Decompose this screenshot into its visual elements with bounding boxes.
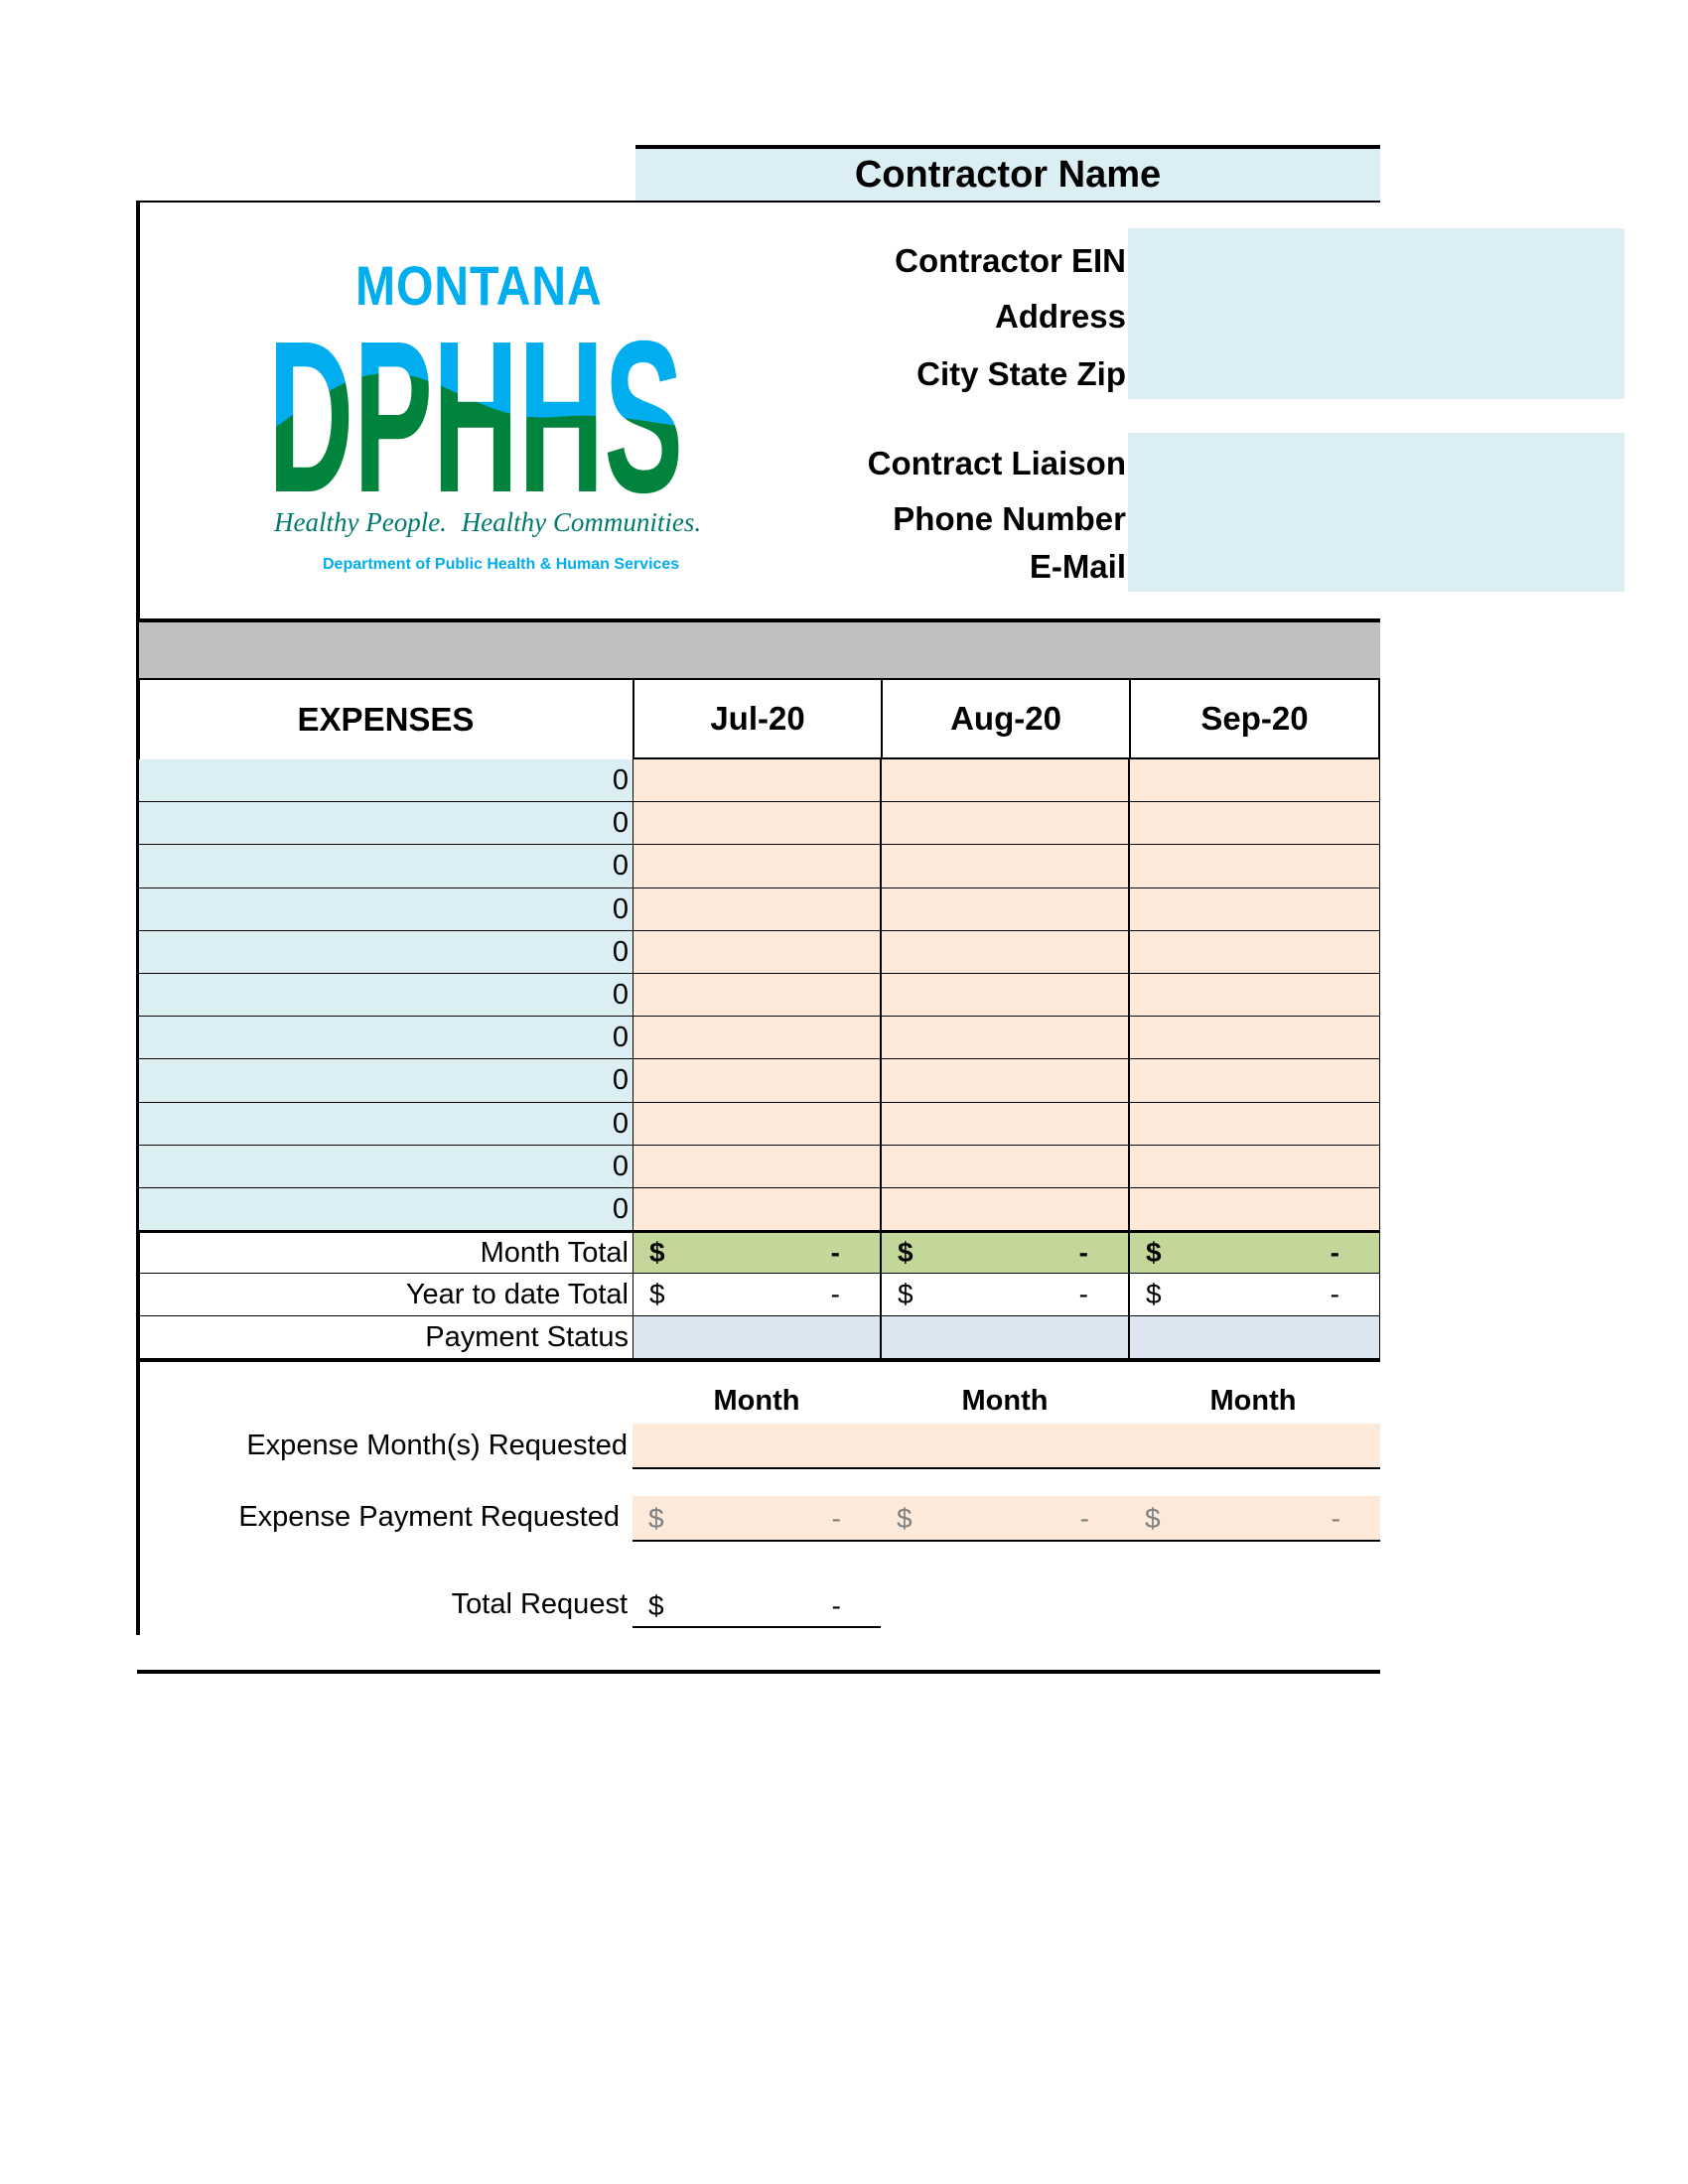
expense-category-cell[interactable] (139, 931, 633, 974)
payment-value: - (1079, 1503, 1089, 1534)
expense-category-value: 0 (612, 1021, 629, 1053)
month-label-jul: Jul-20 (710, 700, 805, 737)
expense-amount-jul[interactable] (633, 1103, 881, 1146)
ytd-total-aug (881, 1274, 1129, 1316)
month-label-sep: Sep-20 (1200, 700, 1309, 737)
expense-category-value: 0 (612, 1150, 629, 1182)
month-total-jul (633, 1231, 881, 1274)
month-header-jul (633, 678, 881, 759)
month-header-sep (1129, 678, 1380, 759)
contractor-address-field[interactable] (1128, 228, 1624, 399)
label-phone-number: Phone Number (893, 500, 1126, 537)
expense-category-value: 0 (612, 1107, 629, 1140)
currency-sign: $ (649, 1237, 665, 1268)
expense-amount-sep[interactable] (1129, 1188, 1380, 1231)
request-month-header-3: Month (1209, 1385, 1297, 1417)
expense-category-value: 0 (612, 850, 629, 882)
expense-amount-sep[interactable] (1129, 1146, 1380, 1188)
section-divider-band (139, 622, 1380, 678)
label-city-state-zip: City State Zip (916, 355, 1126, 392)
month-total-value: - (1078, 1237, 1088, 1268)
expense-category-cell[interactable] (139, 845, 633, 888)
expense-category-cell[interactable] (139, 1146, 633, 1188)
label-contract-liaison: Contract Liaison (867, 445, 1126, 481)
payment-status-sep[interactable] (1129, 1316, 1380, 1359)
currency-sign: $ (649, 1279, 665, 1309)
expenses-header-cell (139, 678, 633, 759)
expense-category-cell[interactable] (139, 802, 633, 845)
expense-category-value: 0 (612, 1064, 629, 1096)
expense-amount-jul[interactable] (633, 1017, 881, 1059)
payment-status-jul[interactable] (633, 1316, 881, 1359)
month-total-sep (1129, 1231, 1380, 1274)
expense-amount-jul[interactable] (633, 1146, 881, 1188)
expense-amount-aug[interactable] (881, 931, 1129, 974)
currency-sign: $ (1145, 1503, 1161, 1534)
expense-payment-jul[interactable] (633, 1496, 881, 1542)
expense-category-cell[interactable] (139, 1059, 633, 1103)
payment-value: - (1331, 1503, 1340, 1534)
contractor-name-title: Contractor Name (854, 153, 1162, 196)
expense-category-cell[interactable] (139, 1188, 633, 1231)
ytd-total-label-cell (139, 1274, 633, 1316)
payment-status-label-cell (139, 1316, 633, 1359)
expense-category-cell[interactable] (139, 759, 633, 802)
currency-sign: $ (648, 1590, 664, 1621)
label-address: Address (994, 298, 1126, 335)
expense-category-value: 0 (612, 892, 629, 925)
total-request-value (633, 1586, 881, 1628)
logo-department-text: Department of Public Health & Human Services (323, 556, 680, 573)
expense-amount-aug[interactable] (881, 888, 1129, 931)
label-contractor-ein: Contractor EIN (895, 242, 1126, 279)
liaison-contact-field[interactable] (1128, 433, 1624, 592)
month-total-value: - (1330, 1237, 1339, 1268)
expense-category-value: 0 (612, 1192, 629, 1225)
expense-payment-sep[interactable] (1129, 1496, 1380, 1542)
month-label-aug: Aug-20 (950, 700, 1061, 737)
expenses-header: EXPENSES (297, 701, 475, 738)
expense-category-cell[interactable] (139, 1017, 633, 1059)
ytd-total-value: - (830, 1279, 840, 1309)
expense-category-value: 0 (612, 935, 629, 968)
logo-tagline-1: Healthy People. (274, 507, 447, 537)
expense-amount-aug[interactable] (881, 1017, 1129, 1059)
expense-amount-sep[interactable] (1129, 1017, 1380, 1059)
expense-amount-aug[interactable] (881, 845, 1129, 888)
logo-tagline-2: Healthy Communities. (461, 507, 702, 537)
expense-amount-jul[interactable] (633, 974, 881, 1017)
expense-amount-aug[interactable] (881, 759, 1129, 802)
expense-months-requested-label: Expense Month(s) Requested (246, 1430, 628, 1461)
expense-amount-jul[interactable] (633, 845, 881, 888)
dphhs-logo (268, 253, 702, 591)
month-total-label: Month Total (480, 1236, 629, 1269)
expense-amount-sep[interactable] (1129, 1059, 1380, 1103)
expense-category-cell[interactable] (139, 974, 633, 1017)
total-request-amount: - (831, 1590, 841, 1621)
logo-montana-text: MONTANA (355, 254, 603, 317)
label-email: E-Mail (1029, 548, 1126, 585)
expense-amount-aug[interactable] (881, 802, 1129, 845)
logo-dphhs-graphic (268, 323, 685, 501)
expense-amount-jul[interactable] (633, 931, 881, 974)
expense-payment-aug[interactable] (881, 1496, 1129, 1542)
expense-amount-sep[interactable] (1129, 1103, 1380, 1146)
currency-sign: $ (648, 1503, 664, 1534)
expense-amount-sep[interactable] (1129, 802, 1380, 845)
ytd-total-label: Year to date Total (405, 1278, 629, 1310)
request-month-header-2: Month (961, 1385, 1049, 1417)
currency-sign: $ (898, 1237, 914, 1268)
payment-status-label: Payment Status (425, 1321, 629, 1353)
currency-sign: $ (1146, 1237, 1162, 1268)
expense-amount-jul[interactable] (633, 759, 881, 802)
month-total-value: - (830, 1237, 840, 1268)
expense-amount-sep[interactable] (1129, 888, 1380, 931)
expense-category-value: 0 (612, 806, 629, 839)
ytd-total-sep (1129, 1274, 1380, 1316)
expense-category-value: 0 (612, 978, 629, 1011)
expense-amount-sep[interactable] (1129, 759, 1380, 802)
expense-amount-aug[interactable] (881, 974, 1129, 1017)
ytd-total-value: - (1078, 1279, 1088, 1309)
total-request-label: Total Request (451, 1588, 628, 1620)
currency-sign: $ (1146, 1279, 1162, 1309)
contractor-name-banner (635, 149, 1380, 201)
request-month-header-1: Month (713, 1385, 800, 1417)
currency-sign: $ (898, 1279, 914, 1309)
currency-sign: $ (897, 1503, 913, 1534)
expense-category-cell[interactable] (139, 888, 633, 931)
expense-amount-sep[interactable] (1129, 845, 1380, 888)
expense-category-cell[interactable] (139, 1103, 633, 1146)
ytd-total-value: - (1330, 1279, 1339, 1309)
expense-amount-aug[interactable] (881, 1059, 1129, 1103)
month-total-aug (881, 1231, 1129, 1274)
expense-payment-requested-label: Expense Payment Requested (238, 1501, 620, 1533)
expense-amount-aug[interactable] (881, 1188, 1129, 1231)
expense-amount-sep[interactable] (1129, 931, 1380, 974)
expense-months-requested-field[interactable] (633, 1424, 1380, 1469)
ytd-total-jul (633, 1274, 881, 1316)
expense-amount-jul[interactable] (633, 802, 881, 845)
expense-amount-jul[interactable] (633, 1188, 881, 1231)
expense-amount-aug[interactable] (881, 1103, 1129, 1146)
expense-category-value: 0 (612, 763, 629, 796)
expense-amount-aug[interactable] (881, 1146, 1129, 1188)
payment-value: - (831, 1503, 841, 1534)
month-total-label-cell (139, 1231, 633, 1274)
payment-status-aug[interactable] (881, 1316, 1129, 1359)
month-header-aug (881, 678, 1129, 759)
expense-amount-jul[interactable] (633, 1059, 881, 1103)
expense-amount-sep[interactable] (1129, 974, 1380, 1017)
expense-amount-jul[interactable] (633, 888, 881, 931)
